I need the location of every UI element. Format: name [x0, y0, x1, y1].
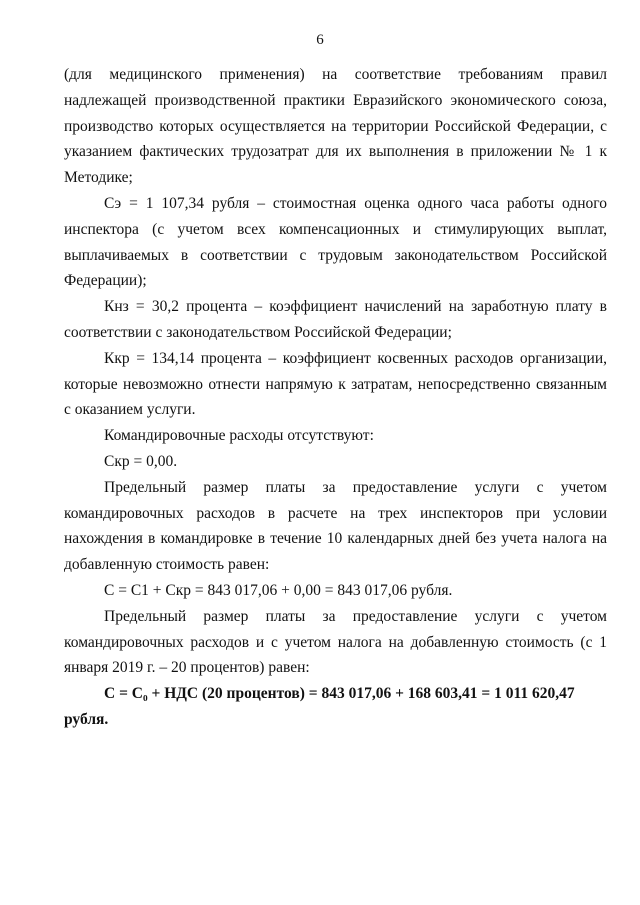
document-body	[64, 62, 607, 733]
paragraph-indirect-costs-coefficient: Ккр = 134,14 процента – коэффициент косвенных расходов организации, которые невозможно отнести напрямую к затратам, непосредственно связанным с оказанием услуги.	[64, 349, 607, 419]
page-number: 6	[316, 32, 324, 48]
paragraph-payroll-coefficient: Кнз = 30,2 процента – коэффициент начислений на заработную плату в соответствии с законодательством Российской Федерации;	[64, 298, 607, 341]
formula-fee-with-vat: С = С₀ + НДС (20 процентов) = 843 017,06 + 168 603,41 = 1 011 620,47 рубля.	[64, 685, 575, 728]
paragraph-continuation: (для медицинского применения) на соответствие требованиям правил надлежащей производственной практики Евразийского экономического союза, производство которых осуществляется на территории Российской Федерации, с указанием фактических трудозатрат для их выполнения в приложении № 1 к Методике;	[64, 66, 607, 187]
paragraph-max-fee-without-vat: Предельный размер платы за предоставление услуги с учетом командировочных расходов в расчете на трех инспекторов при условии нахождения в командировке в течение 10 календарных дней без учета налога на добавленную стоимость равен:	[64, 478, 607, 574]
paragraph-travel-expenses-absent: Командировочные расходы отсутствуют:	[104, 427, 374, 445]
formula-fee-without-vat: С = С1 + Скр = 843 017,06 + 0,00 = 843 017,06 рубля.	[104, 581, 453, 599]
paragraph-max-fee-with-vat: Предельный размер платы за предоставление услуги с учетом командировочных расходов и с учетом налога на добавленную стоимость (с 1 января 2019 г. – 20 процентов) равен:	[64, 607, 607, 677]
paragraph-inspector-hour-cost: Сэ = 1 107,34 рубля – стоимостная оценка одного часа работы одного инспектора (с учетом всех компенсационных и стимулирующих выплат, выплачиваемых в соответствии с трудовым законодательством Российской Федерации);	[64, 194, 607, 290]
formula-travel-costs: Скр = 0,00.	[104, 452, 178, 470]
